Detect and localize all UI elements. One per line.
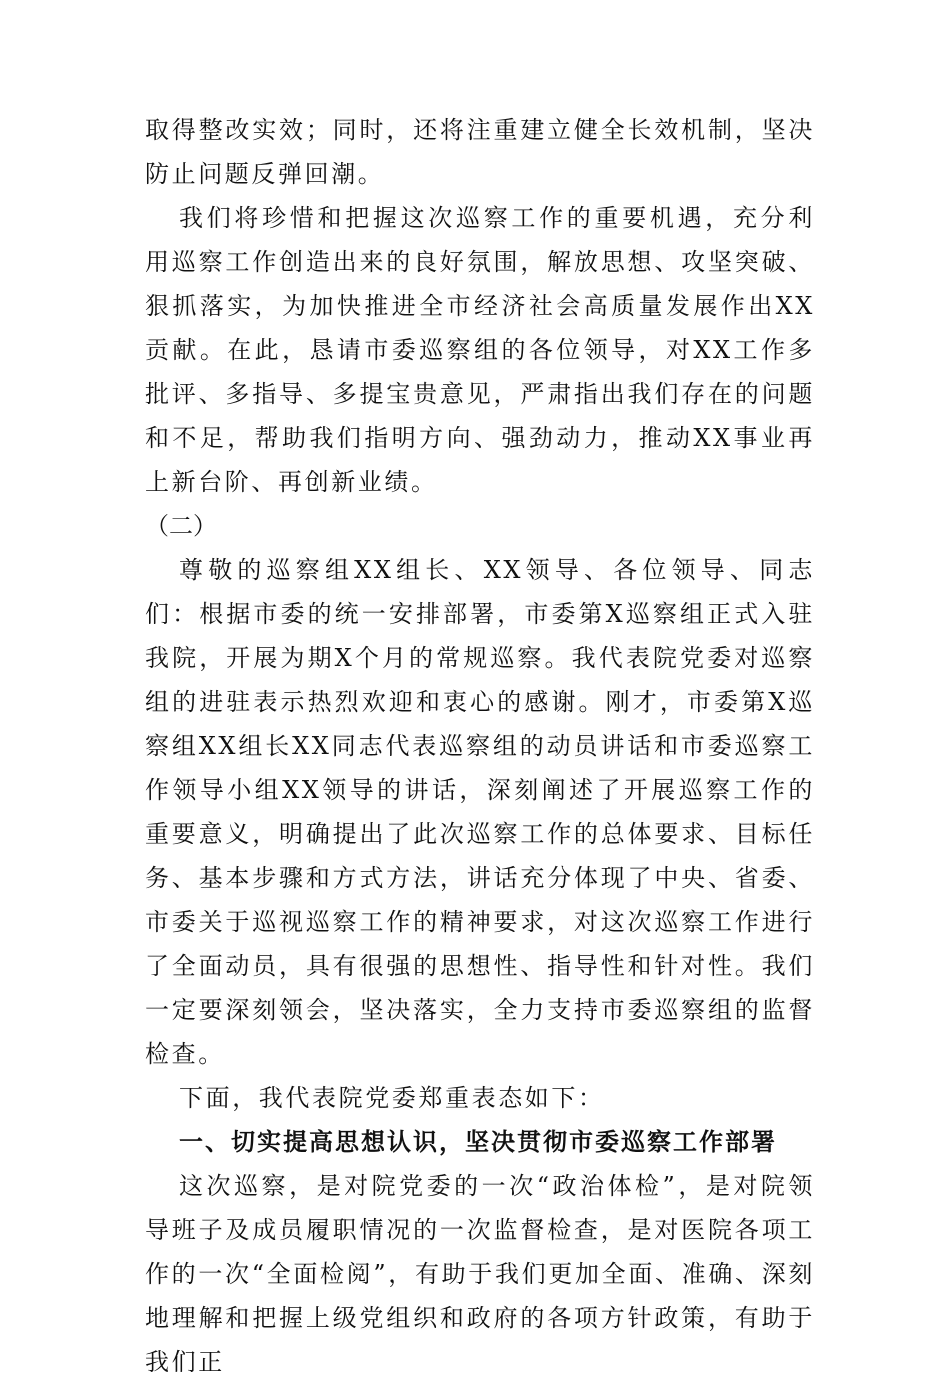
paragraph-inspection: 这次巡察，是对院党委的一次“政治体检”，是对院领导班子及成员履职情况的一次监督检查，是对医院各项工作的一次“全面检阅”，有助于我们更加全面、准确、深刻地理解和把握上级党组织和政府的各项方针政策，有助于我们正 xyxy=(145,1172,815,1376)
section-title: （二） xyxy=(145,512,217,540)
heading-one: 一、切实提高思想认识，坚决贯彻市委巡察工作部署 xyxy=(179,1128,777,1156)
paragraph-opportunity: 我们将珍惜和把握这次巡察工作的重要机遇，充分利用巡察工作创造出来的良好氛围，解放思想、攻坚突破、狠抓落实，为加快推进全市经济社会高质量发展作出XX贡献。在此，恳请市委巡察组的各位领导，对XX工作多批评、多指导、多提宝贵意见，严肃指出我们存在的问题和不足，帮助我们指明方向、强劲动力，推动XX事业再上新台阶、再创新业绩。 xyxy=(145,204,815,496)
paragraph-greeting: 尊敬的巡察组XX组长、XX领导、各位领导、同志们：根据市委的统一安排部署，市委第X巡察组正式入驻我院，开展为期X个月的常规巡察。我代表院党委对巡察组的进驻表示热烈欢迎和衷心的感谢。刚才，市委第X巡察组XX组长XX同志代表巡察组的动员讲话和市委巡察工作领导小组XX领导的讲话，深刻阐述了开展巡察工作的重要意义，明确提出了此次巡察工作的总体要求、目标任务、基本步骤和方式方法，讲话充分体现了中央、省委、市委关于巡视巡察工作的精神要求，对这次巡察工作进行了全面动员，具有很强的思想性、指导性和针对性。我们一定要深刻领会，坚决落实，全力支持市委巡察组的监督检查。 xyxy=(145,556,815,1068)
paragraph-continued: 取得整改实效；同时，还将注重建立健全长效机制，坚决防止问题反弹回潮。 xyxy=(145,116,815,188)
document-body xyxy=(145,108,815,1384)
paragraph-statement-intro: 下面，我代表院党委郑重表态如下： xyxy=(179,1084,605,1112)
